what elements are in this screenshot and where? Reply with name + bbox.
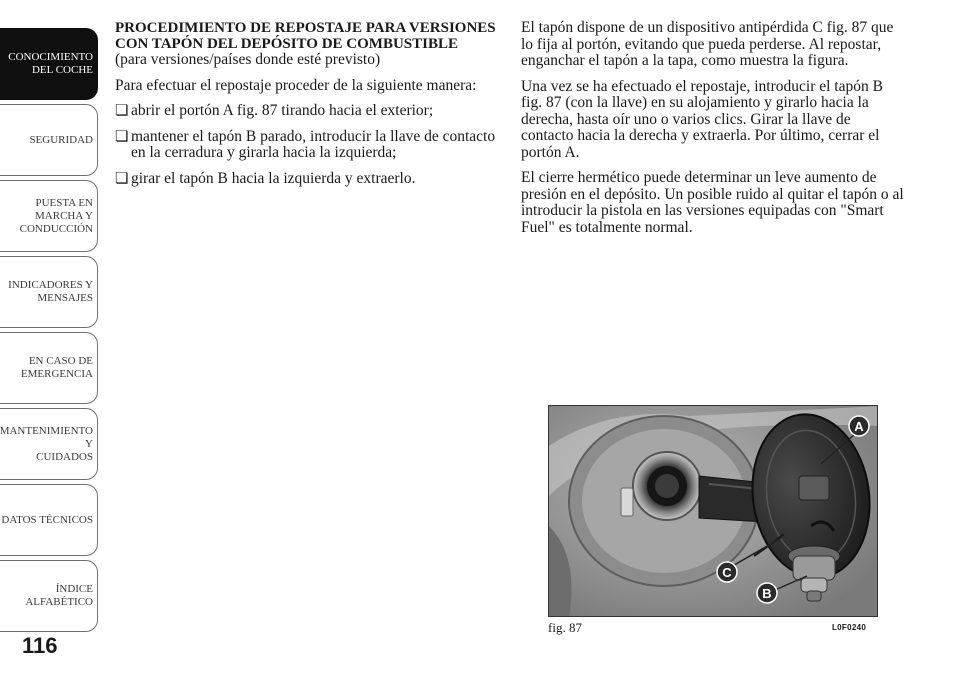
paragraph-antiperdida: El tapón dispone de un dispositivo antipérdida C fig. 87 que lo fija al portón, evitando que pueda perderse. Al repostar, enganchar el tapón a la tapa, como muestra la figura. — [521, 19, 894, 69]
tab-datos-tecnicos[interactable]: DATOS TÉCNICOS — [0, 484, 98, 556]
page-number: 116 — [22, 633, 58, 658]
tab-mantenimiento-y-cuidados[interactable]: MANTENIMIENTO Y CUIDADOS — [0, 408, 98, 480]
svg-text:C: C — [722, 565, 732, 580]
paragraph-presion: El cierre hermético puede determinar un leve aumento de presión en el depósito. Un posible ruido al quitar el tapón o al introducir la pistola en las versiones equipadas con "Smart Fuel" es totalmente normal. — [521, 169, 904, 236]
tab-seguridad[interactable]: SEGURIDAD — [0, 104, 98, 176]
fuel-cap-illustration — [549, 406, 878, 617]
figure-code: L0F0240 — [832, 623, 867, 632]
left-column — [115, 20, 500, 196]
callout-a — [849, 416, 869, 436]
fuel-cap-figure — [548, 405, 878, 617]
step-item: ❏ abrir el portón A fig. 87 tirando hacia el exterior; — [115, 103, 500, 120]
callout-b — [757, 583, 777, 603]
step-item: ❏ mantener el tapón B parado, introducir la llave de contacto en la cerradura y girarla hacia la izquierda; — [115, 129, 500, 162]
step-item: ❏ girar el tapón B hacia la izquierda y extraerlo. — [115, 171, 500, 188]
figure-caption: fig. 87 — [548, 620, 582, 635]
svg-text:A: A — [854, 419, 864, 434]
tab-indice-alfabetico[interactable]: ÍNDICE ALFABÉTICO — [0, 560, 98, 632]
section-subheading: (para versiones/países donde esté previsto) — [115, 51, 381, 68]
section-heading: PROCEDIMIENTO DE REPOSTAJE PARA VERSIONES CON TAPÓN DEL DEPÓSITO DE COMBUSTIBLE — [115, 20, 496, 52]
paragraph-cierre: Una vez se ha efectuado el repostaje, introducir el tapón B fig. 87 (con la llave) en su alojamiento y girarlo hacia la derecha, hasta oír uno o varios clics. Girar la llave de contacto hacia la derecha y extraerla. Por último, cerrar el portón A. — [521, 77, 883, 161]
tab-en-caso-de-emergencia[interactable]: EN CASO DE EMERGENCIA — [0, 332, 98, 404]
callout-c — [717, 562, 737, 582]
svg-text:B: B — [762, 586, 772, 601]
tab-puesta-en-marcha[interactable]: PUESTA EN MARCHA Y CONDUCCIÓN — [0, 180, 98, 252]
right-column — [521, 20, 906, 245]
intro-paragraph: Para efectuar el repostaje proceder de la siguiente manera: — [115, 76, 477, 94]
tab-indicadores-y-mensajes[interactable]: INDICADORES Y MENSAJES — [0, 256, 98, 328]
steps-list — [115, 103, 500, 187]
tab-conocimiento-del-coche[interactable]: CONOCIMIENTO DEL COCHE — [0, 28, 98, 100]
